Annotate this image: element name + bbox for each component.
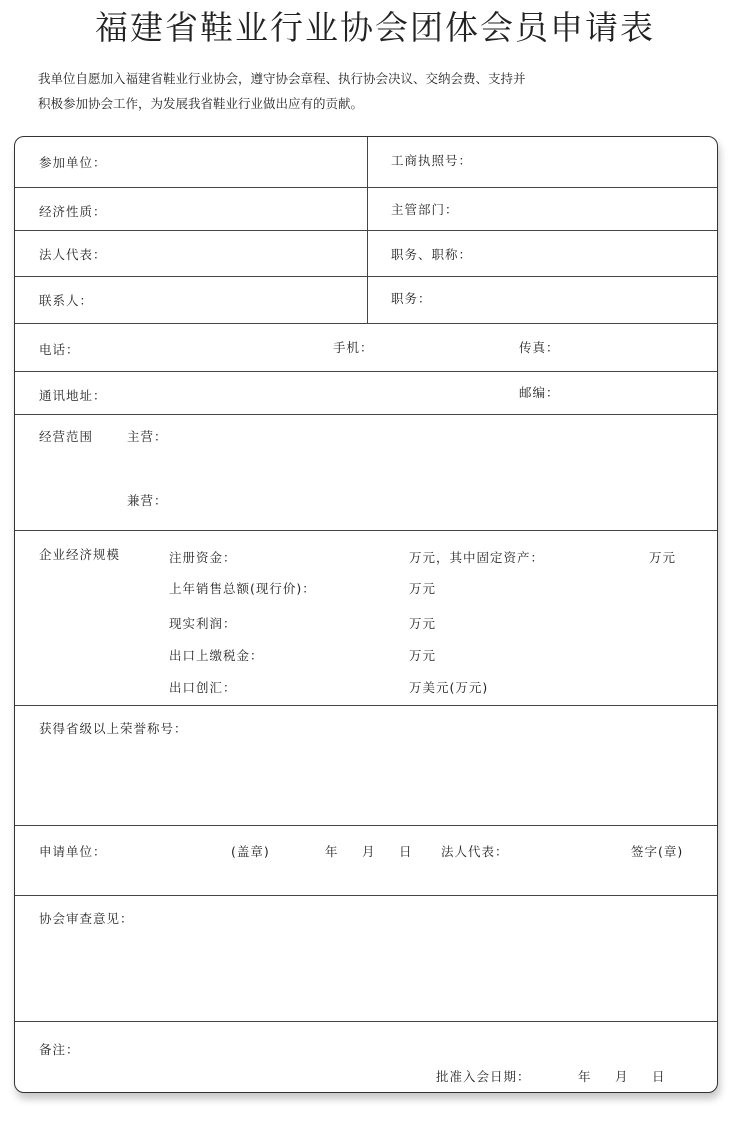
intro-line-1: 我单位自愿加入福建省鞋业行业协会，遵守协会章程、执行协会决议、交纳会费、支持并: [38, 71, 526, 86]
phone-label: 电话：: [39, 342, 80, 357]
scale-label: 企业经济规模: [39, 547, 121, 562]
dept-label: 主管部门：: [391, 202, 459, 217]
mobile-label: 手机：: [333, 340, 374, 355]
fixed-unit-label: 万元: [649, 550, 677, 565]
month-label: 月: [362, 844, 376, 859]
row-divider: [15, 187, 717, 188]
review-label: 协会审查意见：: [39, 911, 134, 926]
fax-label: 传真：: [519, 340, 560, 355]
export-tax-unit-label: 万元: [409, 648, 437, 663]
page-title: 福建省鞋业行业协会团体会员申请表: [95, 8, 655, 47]
capital-label: 注册资金：: [169, 550, 237, 565]
contact-label: 联系人：: [39, 293, 94, 308]
sales-label: 上年销售总额(现行价)：: [169, 581, 316, 596]
row-divider: [15, 371, 717, 372]
unit-label: 参加单位：: [39, 155, 107, 170]
main-business-label: 主营：: [127, 429, 168, 444]
sign-label: 签字(章): [631, 844, 684, 859]
approve-month-label: 月: [615, 1069, 629, 1084]
address-label: 通讯地址：: [39, 388, 107, 403]
approve-year-label: 年: [578, 1069, 592, 1084]
export-earn-label: 出口创汇：: [169, 680, 237, 695]
row-divider: [15, 414, 717, 415]
profit-label: 现实利润：: [169, 616, 237, 631]
row-divider: [15, 323, 717, 324]
post-label: 职务：: [391, 291, 432, 306]
row-divider: [15, 230, 717, 231]
postcode-label: 邮编：: [519, 385, 560, 400]
row-divider: [15, 895, 717, 896]
scope-label: 经营范围: [39, 429, 94, 444]
row-divider: [15, 276, 717, 277]
side-business-label: 兼营：: [127, 493, 168, 508]
row-divider: [15, 825, 717, 826]
intro-paragraph: [38, 66, 718, 116]
capital-unit-label: 万元，其中固定资产：: [409, 550, 545, 565]
column-divider: [367, 137, 368, 323]
application-form: [14, 136, 718, 1093]
legal-rep-sign-label: 法人代表：: [441, 844, 509, 859]
profit-unit-label: 万元: [409, 616, 437, 631]
export-tax-label: 出口上缴税金：: [169, 648, 264, 663]
day-label: 日: [399, 844, 413, 859]
honors-label: 获得省级以上荣誉称号：: [39, 721, 188, 736]
year-label: 年: [325, 844, 339, 859]
apply-unit-label: 申请单位：: [39, 844, 107, 859]
row-divider: [15, 1021, 717, 1022]
remark-label: 备注：: [39, 1042, 80, 1057]
license-label: 工商执照号：: [391, 153, 473, 168]
post-title-label: 职务、职称：: [391, 247, 473, 262]
seal-label: (盖章): [231, 844, 270, 859]
approve-date-label: 批准入会日期：: [436, 1069, 531, 1084]
legal-rep-label: 法人代表：: [39, 247, 107, 262]
sales-unit-label: 万元: [409, 581, 437, 596]
intro-line-2: 积极参加协会工作，为发展我省鞋业行业做出应有的贡献。: [38, 96, 364, 111]
approve-day-label: 日: [652, 1069, 666, 1084]
export-earn-unit-label: 万美元(万元): [409, 680, 489, 695]
row-divider: [15, 705, 717, 706]
row-divider: [15, 530, 717, 531]
nature-label: 经济性质：: [39, 204, 107, 219]
